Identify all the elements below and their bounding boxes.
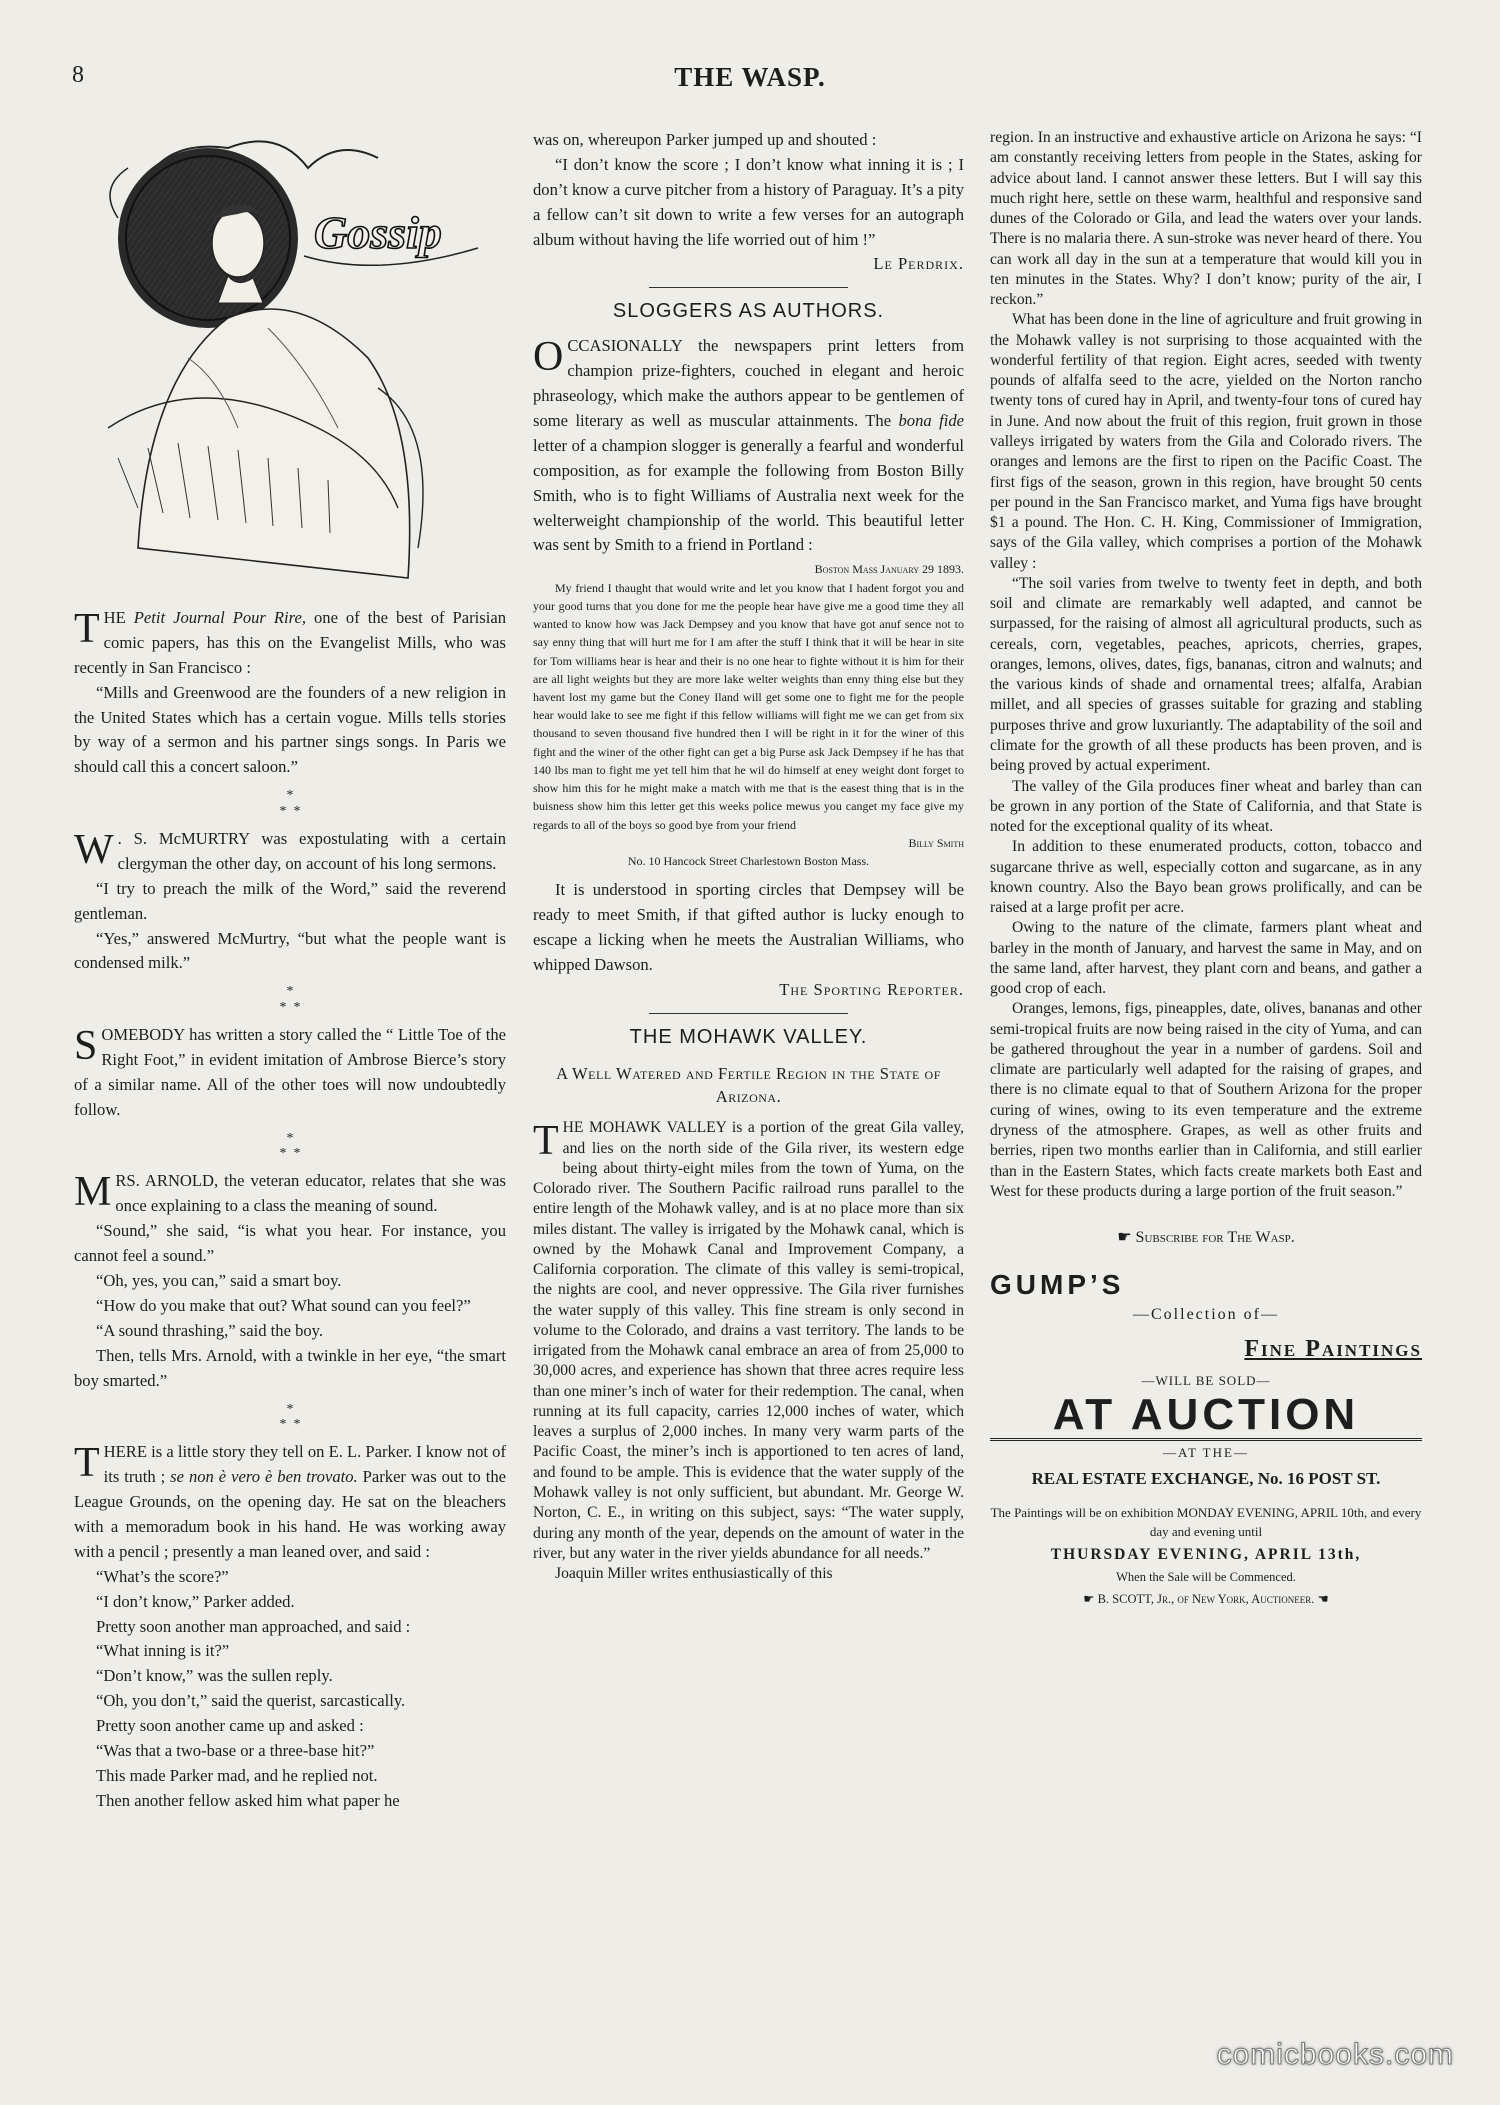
paragraph-sullen: “Don’t know,” was the sullen reply. <box>96 1666 333 1686</box>
paragraph-parker-mad: This made Parker mad, and he replied not. <box>96 1765 378 1785</box>
paragraph-agriculture: What has been done in the line of agriculture and fruit growing in the Mohawk valley is not surprising to those acquainted with the wonderful fertility of that region. Eight acres, seeded with twenty pounds of alfalfa seed to the acre, yielded on the Norton rancho twenty tons of cured hay in April, and twenty-four tons of cured hay in June. And now about the fruit of this region, fruit grown in those valleys irrigated by waters from the Gila and Colorado rivers. The oranges and lemons are the first to ripen on the Pacific Coast. The first figs of the season, grown in this region, have brought 50 cents per pound in the San Francisco market, and Yuma figs have brought $1 a pound. The Hon. C. H. King, Commissioner of Immigration, says of the Gila valley, which comprises a portion of the Mohawk valley : <box>990 311 1422 572</box>
divider-rule <box>649 1013 847 1014</box>
paragraph-thrashing: “A sound thrashing,” said the boy. <box>96 1320 324 1340</box>
ad-exhibition: The Paintings will be on exhibition MONDAY EVENING, APRIL 10th, and every day and evening until <box>990 1505 1422 1539</box>
section-divider-stars: * * * <box>279 788 301 819</box>
pointing-hand-icon: ☚ <box>1317 1592 1329 1607</box>
paragraph-smarted: Then, tells Mrs. Arnold, with a twinkle in her eye, “the smart boy smarted.” <box>74 1345 506 1390</box>
paragraph-climate: Owing to the nature of the climate, farmers plant wheat and barley in the month of January, and harvest the same in May, and on the same land, after harvest, they plant corn and beans, and gather a good crop of each. <box>990 919 1422 998</box>
ad-real-estate-exchange: REAL ESTATE EXCHANGE, No. 16 POST ST. <box>1031 1469 1381 1489</box>
pointing-hand-icon: ☛ <box>1083 1592 1095 1607</box>
paragraph-cotton: In addition to these enumerated products, cotton, tobacco and sugarcane thrive as well, especially cotton and sugarcane, as in any known country. Also the Bayo bean grows prolifically, and can be raised at a large profit per acre. <box>990 838 1422 917</box>
byline-sporting-reporter: The Sporting Reporter. <box>779 979 964 999</box>
letter-address: No. 10 Hancock Street Charlestown Boston Mass. <box>627 854 870 869</box>
billy-smith-letter <box>533 560 964 870</box>
paragraph-mohawk-valley: THE MOHAWK VALLEY is a portion of the great Gila valley, and lies on the north side of the Gila river, its western edge being about thirty-eight miles from the town of Yuma, on the Colorado river. The Southern Pacific railroad runs parallel to the entire length of the Mohawk valley, and is at no place more than six miles distant. The valley is irrigated by the Mohawk canal, which is owned by the Mohawk Canal and Improvement Company, a California corporation. The climate of this valley is semi-tropical, the nights are cool, and never oppressive. The Gila river furnishes the water supply of this valley. This fine stream is only second in volume to the Colorado, and drains a vast territory. The lands to be irrigated from the Mohawk canal embrace an area of from 25,000 to 30,000 acres, and experience has shown that three acres require less than one miner’s inch of water for their redemption. The canal, when running at its full capacity, carries 12,000 inches of water, which leaves a surplus of 2,000 inches. In many very warm parts of the Pacific Coast, the miner’s inch is apportioned to ten acres of land, and found to be ample. This is evidence that the water supply of the Mohawk valley is not only sufficient, but abundant. Mr. George W. Norton, C. E., in writing on this subject, says: “The water supply, during any month of the year, depends on the amount of water in the river, but any water in the river yields abundance for all needs.” <box>533 1118 964 1562</box>
divider-rule <box>649 287 847 288</box>
pointing-hand-icon: ☛ <box>1117 1229 1132 1247</box>
paragraph-another-man: Pretty soon another man approached, and said : <box>96 1616 411 1636</box>
paragraph-soil: “The soil varies from twelve to twenty feet in depth, and both soil and climate are remarkably well adapted, and cannot be surpassed, for the raising of almost all agricultural products, such as cereals, corn, vegetables, peaches, apricots, cherries, grapes, oranges, lemons, olives, dates, figs, bananas, citron and walnuts; and the various kinds of shade and ornamental trees; alfalfa, Arabian millet, and all species of grasses suitable for grazing and stabling purposes thrive and grow luxuriantly. The adaptability of the soil and climate for the growth of all these products has been proven, and is being proved by actual experiment. <box>990 574 1422 775</box>
site-watermark: comicbooks.com <box>1216 2038 1454 2071</box>
gossip-illustration <box>78 128 498 588</box>
letter-body: My friend I thaught that would write and let you know that I hadent forgot you and your good turns that you done for me the people hear have give me a good time they all wanted to know how was Jack Dempsey and you know that have got anuf sence not to say enny thing that will hurt me for I am after the stuff I think that it will be hear in site for Tom williams hear is hear and their is no one hear to fighte without it is him for their are all light weights but they are more lake welter weights than enny thing else but they havent lost my game but the Coney Iland will get some one to fight me for the people hear would lake to see me fight if this fellow williams will fight me we can get from six thousand to seven thousand five hundred then I will be right in it for the winer of this fight and the winer of the other fight can get a big Purse ask Jack Dempsey if he has that 140 lbs man to fight me yet tell him that he wil do himself at eney weight dont forget to show him this for he might make a match with me that is the easest thing that is in the buisness show him this letter get this weeks police mewus you canget my face give my regards to all of the boys so good bye from your friend <box>533 580 964 832</box>
paragraph-mcmurtry: W . S. McMURTRY was expostulating with a certain clergyman the other day, on account of his long sermons. <box>74 827 506 874</box>
paragraph-sound: “Sound,” she said, “is what you hear. For instance, you cannot feel a sound.” <box>74 1221 506 1266</box>
ad-collection: —Collection of— <box>1133 1306 1279 1324</box>
letter-signature: Billy Smith <box>908 835 964 850</box>
subheading-mohawk: A Well Watered and Fertile Region in the State of Arizona. <box>556 1063 941 1107</box>
paragraph-occasionally: OCCASIONALLY the newspapers print letters from champion prize-fighters, couched in elegant and heroic phraseology, which make the authors appear to be gentlemen of some literary as well as muscular attainments. The bona fide letter of a champion slogger is generally a fearful and wonderful composition, as for example the following from Boston Billy Smith, who is to fight Williams of Australia next week for the welterweight championship of the world. This beautiful letter was sent by Smith to a friend in Portland : <box>533 334 964 555</box>
paragraph-make-out: “How do you make that out? What sound can you feel?” <box>96 1295 471 1315</box>
paragraph-mrs-arnold: MRS. ARNOLD, the veteran educator, relates that she was once explaining to a class the meaning of sound. <box>74 1169 506 1216</box>
column-1 <box>74 128 506 1814</box>
running-title: THE WASP. <box>674 62 826 92</box>
paragraph-joaquin-miller: Joaquin Miller writes enthusiastically of this <box>555 1565 833 1583</box>
paragraph-wheat: The valley of the Gila produces finer wheat and barley than can be grown in any portion of the State of California, and that State is noted for the exceptional quality of its wheat. <box>990 777 1422 836</box>
paragraph-preach: “I try to preach the milk of the Word,” said the reverend gentleman. <box>74 878 506 923</box>
paragraph-querist: “Oh, you don’t,” said the querist, sarcastically. <box>96 1691 406 1711</box>
woman-portrait-illustration <box>78 128 498 588</box>
subscribe-notice: ☛ Subscribe for The Wasp. <box>1117 1229 1295 1247</box>
ad-at-the: —AT THE— <box>1163 1445 1249 1461</box>
paragraph-dont-know: “I don’t know,” Parker added. <box>96 1591 295 1611</box>
ad-gumps: GUMP’S <box>990 1268 1125 1300</box>
ad-at-auction: AT AUCTION <box>990 1392 1422 1441</box>
column-2 <box>533 128 964 1584</box>
byline-le-perdrix: Le Perdrix. <box>873 254 964 274</box>
paragraph-base-hit: “Was that a two-base or a three-base hit?” <box>96 1740 375 1760</box>
paragraph-mills-quote: “Mills and Greenwood are the founders of a new religion in the United States which has a certain vogue. Mills tells stories by way of a sermon and his partner sings songs. In Paris we should call this a concert saloon.” <box>74 682 506 777</box>
heading-sloggers: SLOGGERS AS AUTHORS. <box>612 300 885 323</box>
paragraph-parker-rant: “I don’t know the score ; I don’t know what inning it is ; I don’t know a curve pitcher from a history of Paraguay. It’s a pity a fellow can’t sit down to write a few verses for an autograph album without having the life worried out of him !” <box>533 154 964 249</box>
paragraph-another-came: Pretty soon another came up and asked : <box>96 1716 364 1736</box>
gumps-auction-ad <box>990 1267 1422 1607</box>
ad-commenced: When the Sale will be Commenced. <box>1116 1569 1296 1584</box>
paragraph-inning: “What inning is it?” <box>96 1641 230 1661</box>
heading-mohawk-valley: THE MOHAWK VALLEY. <box>629 1025 868 1048</box>
section-divider-stars: * * * <box>279 984 301 1015</box>
section-divider-stars: * * * <box>279 1401 301 1432</box>
ad-auctioneer: ☛ B. SCOTT, Jr., of New York, Auctioneer. ☚ <box>1083 1592 1329 1607</box>
paragraph-smart-boy: “Oh, yes, you can,” said a smart boy. <box>96 1271 342 1291</box>
ad-thursday: THURSDAY EVENING, APRIL 13th, <box>1050 1545 1362 1563</box>
paragraph-shouted: was on, whereupon Parker jumped up and shouted : <box>533 130 877 149</box>
letter-date: Boston Mass January 29 1893. <box>814 562 964 577</box>
paragraph-somebody: SOMEBODY has written a story called the “ Little Toe of the Right Foot,” in evident imitation of Ambrose Bierce’s story of a similar name. All of the other toes will now undoubtedly follow. <box>74 1023 506 1119</box>
paragraph-dempsey: It is understood in sporting circles that Dempsey will be ready to meet Smith, if that gifted author is lucky enough to escape a licking when he meets the Australian Williams, who whipped Dawson. <box>533 880 964 975</box>
section-divider-stars: * * * <box>279 1130 301 1162</box>
paragraph-what-paper: Then another fellow asked him what paper he <box>96 1790 400 1810</box>
ad-fine-paintings: Fine Paintings <box>1244 1336 1422 1363</box>
column-3 <box>990 128 1422 1607</box>
paragraph-condensed-milk: “Yes,” answered McMurtry, “but what the people want is condensed milk.” <box>74 928 506 973</box>
page-number: 8 <box>72 62 84 88</box>
paragraph-region: region. In an instructive and exhaustive article on Arizona he says: “I am constantly receiving letters from people in the States, asking for advice about land. I cannot answer these letters. But I will say this much right here, settle on these warm, healthful and responsive sand dunes of the Colorado or Gila, and lead the waters over your lands. There is no malaria there. A sun-stroke was never heard of there. You can work all day in the sun at a temperature that would kill you in ten minutes in the States. Why? I don’t know; purity of the air, I reckon.” <box>990 129 1422 309</box>
paragraph-parker: THERE is a little story they tell on E. L. Parker. I know not of its truth ; se non è vero è ben trovato. Parker was out to the League Grounds, on the opening day. He sat on the bleachers with a memoradum book in his hand. He was working away with a pencil ; presently a man leaned over, and said : <box>74 1440 506 1561</box>
paragraph-oranges: Oranges, lemons, figs, pineapples, date, olives, bananas and other semi-tropical fruits are now being raised in the city of Yuma, and can be gathered throughout the year in a number of gardens. Soil and climate are particularly well adapted for the raising of grapes, and there is no climate equal to that of Southern Arizona for the proper curing of wines, owing to its even temperature and the extreme dryness of the atmosphere. Grapes, as well as other fruits and berries, ripen two months earlier than in California, and still earlier than in the Eastern States, which facts create markets both East and West for these products during a large portion of the fruit season.” <box>990 1000 1422 1200</box>
ad-will-be-sold: —WILL BE SOLD— <box>1141 1373 1271 1389</box>
paragraph-score: “What’s the score?” <box>96 1566 229 1586</box>
gossip-heading: Gossip <box>314 207 442 258</box>
paragraph-petit-journal: THE Petit Journal Pour Rire, one of the best of Parisian comic papers, has this on the Evangelist Mills, who was recently in San Francisco : <box>74 606 506 677</box>
